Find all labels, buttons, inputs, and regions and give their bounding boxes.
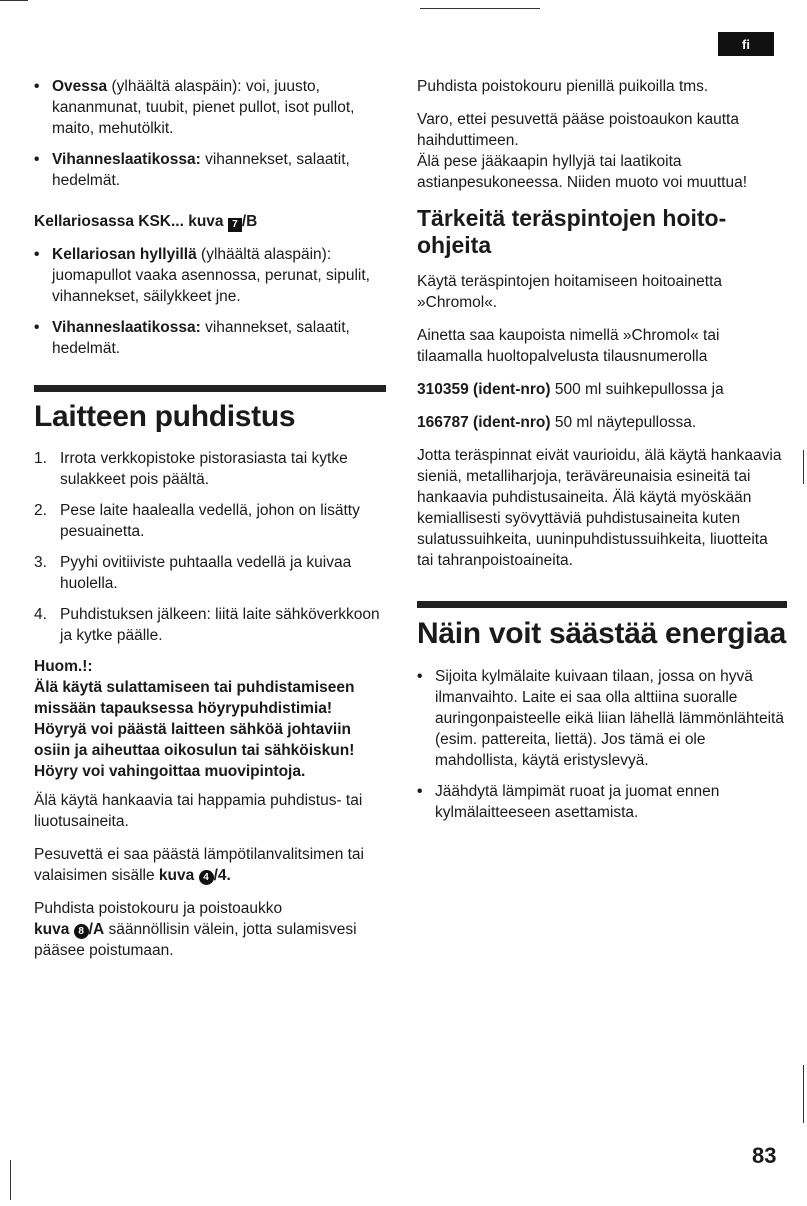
figure-ref-icon: 7	[228, 218, 242, 232]
dishwasher-caution: Älä pese jääkaapin hyllyjä tai laatikoita astianpesukoneessa. Niiden muoto voi muuttua!	[417, 153, 748, 191]
order-number-1: 310359 (ident-nro) 500 ml suihkepullossa ja	[417, 381, 724, 398]
language-badge: fi	[718, 32, 774, 56]
scan-edge-mark	[0, 0, 28, 1]
list-item: • Vihanneslaatikossa: vihannekset, salaatit, hedelmät.	[34, 317, 386, 359]
cleaning-title: Laitteen puhdistus	[34, 400, 296, 433]
cleaning-steps	[34, 448, 386, 646]
plastic-warning: Höyry voi vahingoittaa muovipintoja.	[34, 763, 306, 780]
steel-care-warning: Jotta teräspinnat eivät vaurioidu, älä käytä hankaavia sieniä, metalliharjoja, teräväreunaisia esineitä tai hankaavia puhdistusaineita. Älä käytä myöskään kemiallisesti syövyttäviä puhdistusaineita kuten sulatussuihkeita, uuninpuhdistussuihkeita, liuotteita tai tahranpoistoaineita.	[417, 447, 782, 569]
step-item: 2. Pese laite haalealla vedellä, johon on lisätty pesuainetta.	[34, 502, 360, 540]
right-column	[417, 76, 787, 833]
cellar-list	[34, 244, 386, 359]
abrasive-note: Älä käytä hankaavia tai happamia puhdistus- tai liuotusaineita.	[34, 792, 363, 830]
thermostat-note: Pesuvettä ei saa päästä lämpötilanvalitsimen tai valaisimen sisälle kuva 4 /4.	[34, 846, 364, 884]
door-shelves-list	[34, 76, 386, 191]
scan-edge-mark	[10, 1160, 11, 1200]
figure-ref-icon: 4	[199, 870, 214, 885]
left-column	[34, 76, 386, 973]
list-item: • Jäähdytä lämpimät ruoat ja juomat ennen kylmälaitteeseen asettamista.	[417, 781, 787, 823]
list-item: • Sijoita kylmälaite kuivaan tilaan, jossa on hyvä ilmanvaihto. Laite ei saa olla alttiina suoralle auringonpaisteelle eikä liian lähellä lämmönlähteitä (esim. pattereita, liettä). Jos tämä ei ole mahdollista, käytä eristyslevyä.	[417, 666, 787, 771]
steel-care-title: Tärkeitä teräspintojen hoito-ohjeita	[417, 205, 727, 258]
order-number-2: 166787 (ident-nro) 50 ml näytepullossa.	[417, 414, 697, 431]
steam-warning: Älä käytä sulattamiseen tai puhdistamiseen missään tapauksessa höyrypuhdistimia! Höyryä voi päästä laitteen sähköä johtaviin osiin ja aiheuttaa oikosulun tai sähköiskun!	[34, 679, 355, 759]
list-item: • Kellariosan hyllyillä (ylhäältä alaspäin): juomapullot vaaka asennossa, perunat, sipulit, vihannekset, säilykkeet jne.	[34, 244, 386, 307]
cellar-heading: Kellariosassa KSK... kuva 7 /B	[34, 213, 258, 230]
scan-edge-mark	[803, 1065, 804, 1123]
steel-care-intro: Käytä teräspintojen hoitamiseen hoitoainetta »Chromol«.	[417, 273, 723, 311]
figure-ref-icon: 8	[74, 924, 89, 939]
steel-care-order: Ainetta saa kaupoista nimellä »Chromol« tai tilaamalla huoltopalvelusta tilausnumerolla	[417, 327, 720, 365]
page-number: 83	[752, 1143, 777, 1168]
step-item: 3. Pyyhi ovitiiviste puhtaalla vedellä ja kuivaa huolella.	[34, 554, 352, 592]
scan-edge-mark	[420, 8, 540, 9]
drain-cleaning-tip: Puhdista poistokouru pienillä puikoilla tms.	[417, 78, 709, 95]
list-item: • Ovessa (ylhäältä alaspäin): voi, juusto, kananmunat, tuubit, pienet pullot, isot pullot, maito, mehutölkit.	[34, 76, 386, 139]
note-title: Huom.!:	[34, 658, 93, 675]
energy-list	[417, 666, 787, 823]
section-divider	[417, 601, 787, 608]
drain-note: Puhdista poistokouru ja poistoaukko kuva 8 /A säännöllisin välein, jotta sulamisvesi pääsee poistumaan.	[34, 900, 357, 959]
step-item: 1. Irrota verkkopistoke pistorasiasta tai kytke sulakkeet pois päältä.	[34, 450, 348, 488]
evaporator-caution: Varo, ettei pesuvettä pääse poistoaukon kautta haihduttimeen.	[417, 111, 739, 149]
list-item: • Vihanneslaatikossa: vihannekset, salaatit, hedelmät.	[34, 149, 386, 191]
energy-title: Näin voit säästää energiaa	[417, 617, 787, 650]
step-item: 4. Puhdistuksen jälkeen: liitä laite sähköverkkoon ja kytke päälle.	[34, 606, 380, 644]
scan-edge-mark	[803, 450, 804, 484]
section-divider	[34, 385, 386, 392]
